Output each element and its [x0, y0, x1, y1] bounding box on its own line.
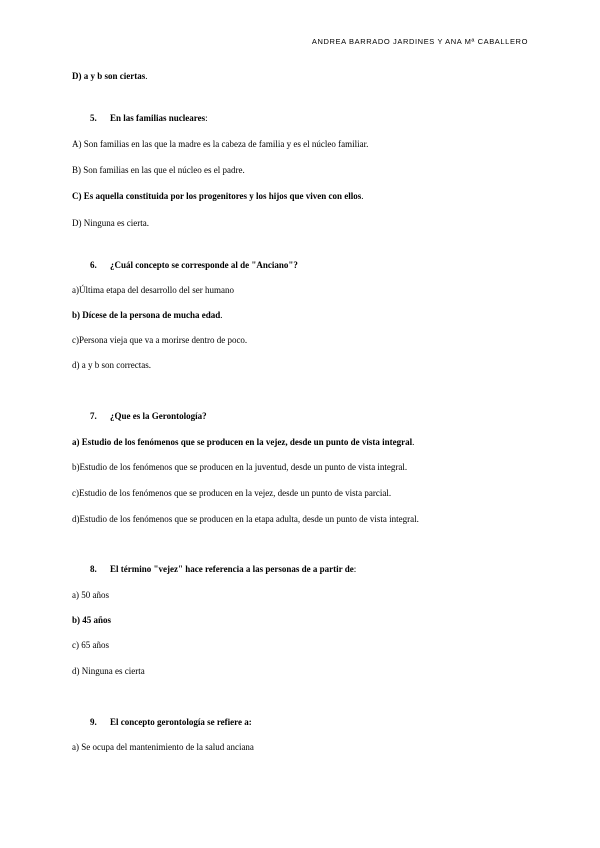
header-authors: ANDREA BARRADO JARDINES Y ANA Mª CABALLERO — [311, 37, 528, 46]
option-6d: d) a y b son correctas. — [72, 360, 151, 370]
question-number: 9. — [90, 717, 97, 727]
option-8b: b) 45 años — [72, 615, 112, 625]
option-6b — [72, 310, 223, 321]
option-6c: c)Persona vieja que va a morirse dentro de poco. — [72, 335, 248, 345]
option-8d: d) Ninguna es cierta — [72, 666, 145, 676]
option-8c: c) 65 años — [72, 640, 109, 650]
question-7-heading — [90, 411, 207, 422]
question-text: El término "vejez" hace referencia a las personas de a partir de — [110, 564, 354, 574]
option-5c — [72, 191, 364, 202]
question-tail: : — [353, 564, 357, 574]
question-text: ¿Cuál concepto se corresponde al de "Anciano"? — [110, 260, 298, 270]
option-7b: b)Estudio de los fenómenos que se producen en la juventud, desde un punto de vista integral. — [72, 462, 408, 472]
option-9a: a) Se ocupa del mantenimiento de la salud anciana — [72, 742, 254, 752]
question-8-heading — [90, 564, 356, 575]
option-7c: c)Estudio de los fenómenos que se producen en la vejez, desde un punto de vista parcial. — [72, 488, 392, 498]
option-5d: D) Ninguna es cierta. — [72, 218, 149, 228]
option-6a: a)Última etapa del desarrollo del ser humano — [72, 285, 234, 295]
option-text: C) Es aquella constituida por los progenitores y los hijos que viven con ellos — [72, 191, 362, 201]
option-tail: . — [412, 437, 415, 447]
option-text: D) a y b son ciertas — [72, 71, 146, 81]
question-text: El concepto gerontología se refiere a: — [110, 717, 252, 727]
option-prev-d — [72, 71, 148, 82]
option-7a — [72, 437, 414, 448]
option-text: a) Estudio de los fenómenos que se producen en la vejez, desde un punto de vista integral — [72, 437, 413, 447]
question-6-heading — [90, 260, 298, 271]
option-8a: a) 50 años — [72, 590, 109, 600]
question-text: ¿Que es la Gerontología? — [110, 411, 207, 421]
question-text: En las familias nucleares — [110, 113, 206, 123]
option-7d: d)Estudio de los fenómenos que se producen en la etapa adulta, desde un punto de vista integral. — [72, 514, 419, 524]
option-tail: . — [145, 71, 148, 81]
option-5b: B) Son familias en las que el núcleo es el padre. — [72, 165, 245, 175]
option-text: b) Dícese de la persona de mucha edad — [72, 310, 221, 320]
question-number: 7. — [90, 411, 97, 421]
question-tail: : — [205, 113, 208, 123]
question-number: 5. — [90, 113, 97, 123]
option-tail: . — [220, 310, 223, 320]
question-9-heading — [90, 717, 252, 728]
question-number: 6. — [90, 260, 97, 270]
option-tail: . — [361, 191, 364, 201]
option-5a: A) Son familias en las que la madre es la cabeza de familia y es el núcleo familiar. — [72, 139, 369, 149]
question-number: 8. — [90, 564, 97, 574]
question-5-heading — [90, 113, 208, 124]
